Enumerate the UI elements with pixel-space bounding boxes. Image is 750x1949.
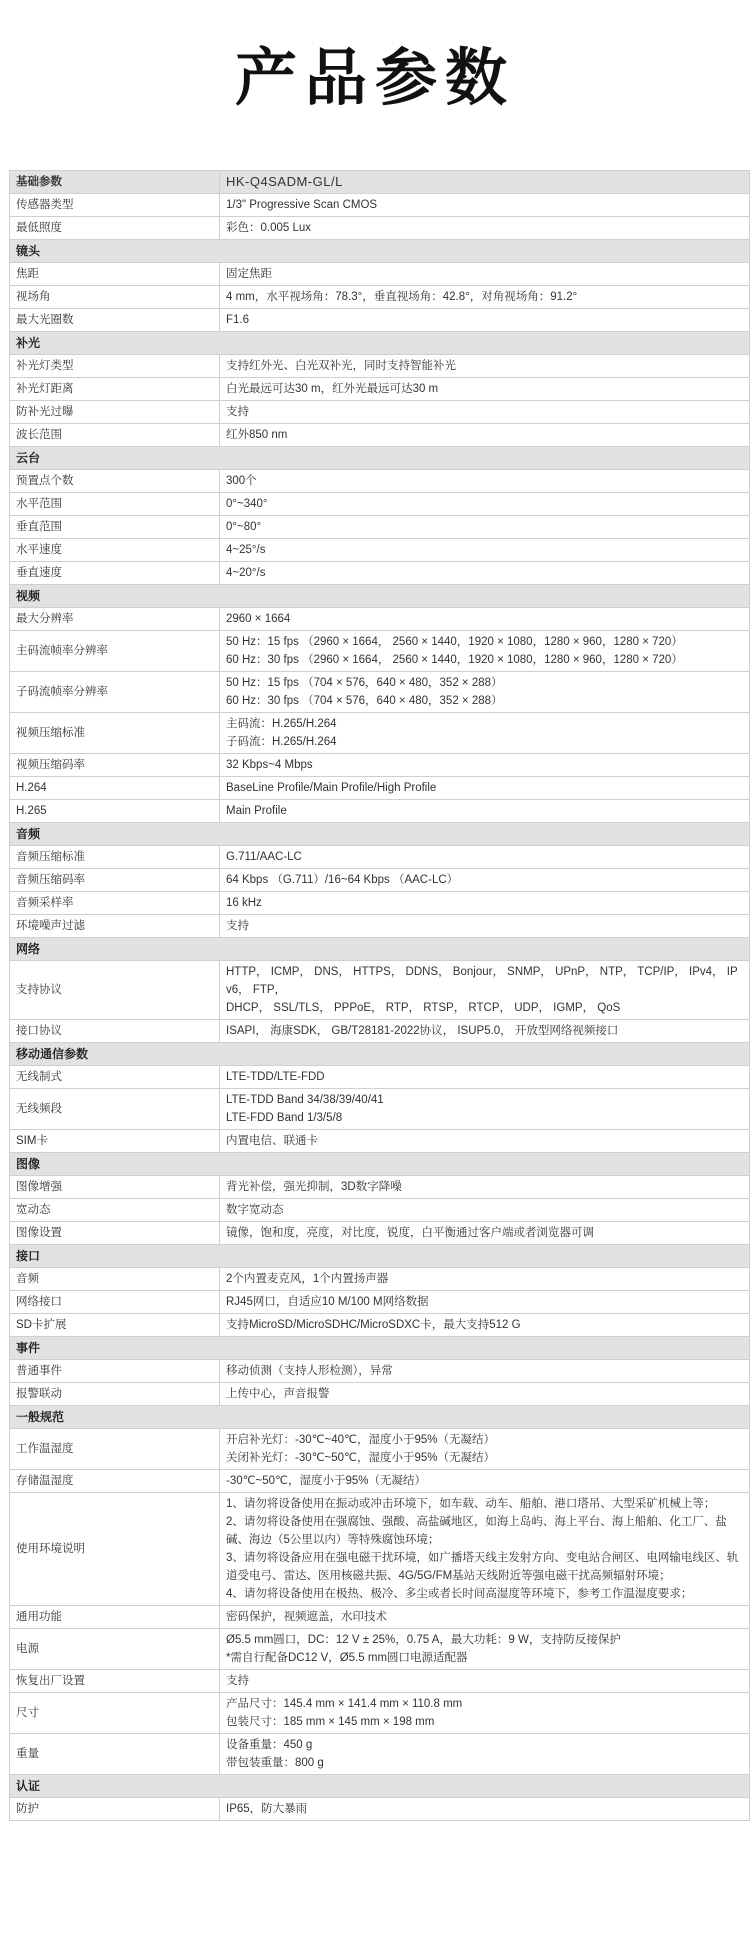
spec-value [220,263,750,286]
spec-value-line: LTE-FDD Band 1/3/5/8 [226,1112,343,1124]
spec-value-line: 上传中心，声音报警 [226,1388,330,1400]
section-header [10,585,750,608]
spec-row [10,1291,750,1314]
spec-row [10,309,750,332]
spec-row [10,800,750,823]
spec-label: 无线制式 [10,1066,220,1089]
spec-value [220,1606,750,1629]
spec-value [220,1429,750,1470]
spec-value-line: Ø5.5 mm圆口，DC：12 V ± 25%，0.75 A，最大功耗：9 W，支持防反接保护 [226,1634,621,1646]
spec-row [10,194,750,217]
spec-row [10,1066,750,1089]
spec-value [220,1383,750,1406]
section-header [10,1245,750,1268]
spec-row [10,217,750,240]
spec-label: SIM卡 [10,1130,220,1153]
section-title: 网络 [10,938,750,961]
spec-value-line: 带包装重量：800 g [226,1757,324,1769]
spec-label: 宽动态 [10,1199,220,1222]
spec-label: H.264 [10,777,220,800]
spec-value [220,1629,750,1670]
spec-label: 网络接口 [10,1291,220,1314]
spec-row [10,1798,750,1821]
spec-value-line: 4~20°/s [226,567,266,579]
spec-value [220,516,750,539]
section-title: 图像 [10,1153,750,1176]
spec-value [220,754,750,777]
section-header [10,1153,750,1176]
spec-row [10,961,750,1020]
spec-row [10,1693,750,1734]
spec-value-line: IP65，防大暴雨 [226,1803,308,1815]
spec-value-line: 支持MicroSD/MicroSDHC/MicroSDXC卡，最大支持512 G [226,1319,521,1331]
section-title: 云台 [10,447,750,470]
spec-row [10,1314,750,1337]
spec-value-line: ISAPI， 海康SDK， GB/T28181-2022协议， ISUP5.0， 开放型网络视频接口 [226,1025,619,1037]
spec-label: 存储温湿度 [10,1470,220,1493]
spec-label: 音频压缩标准 [10,846,220,869]
spec-label: 通用功能 [10,1606,220,1629]
spec-label: 水平范围 [10,493,220,516]
spec-value-line: 4、请勿将设备使用在极热、极冷、多尘或者长时间高湿度等环境下，参考工作温湿度要求； [226,1588,693,1600]
spec-value [220,1130,750,1153]
spec-value [220,424,750,447]
section-title: 移动通信参数 [10,1043,750,1066]
section-title: 视频 [10,585,750,608]
spec-value [220,401,750,424]
spec-label: 普通事件 [10,1360,220,1383]
spec-row [10,869,750,892]
spec-value-line: 2、请勿将设备使用在强腐蚀、强酸、高盐碱地区，如海上岛屿、海上平台、海上船舶、化工厂、盐碱、海边（5公里以内）等特殊腐蚀环境； [226,1516,727,1546]
spec-value [220,846,750,869]
spec-label: 最大光圈数 [10,309,220,332]
spec-value [220,1176,750,1199]
section-title: 一般规范 [10,1406,750,1429]
spec-row [10,1670,750,1693]
spec-value [220,915,750,938]
spec-row [10,1089,750,1130]
section-header [10,823,750,846]
spec-row [10,516,750,539]
spec-row [10,470,750,493]
spec-value-line: 4~25°/s [226,544,266,556]
spec-label: H.265 [10,800,220,823]
spec-value [220,286,750,309]
spec-row [10,539,750,562]
spec-value [220,493,750,516]
spec-value [220,631,750,672]
spec-row [10,608,750,631]
spec-table-body [10,171,750,1821]
spec-label: 音频 [10,1268,220,1291]
spec-value [220,1470,750,1493]
spec-value [220,1291,750,1314]
section-title: 接口 [10,1245,750,1268]
spec-value-line: -30℃~50℃，湿度小于95%（无凝结） [226,1475,426,1487]
spec-value [220,1693,750,1734]
spec-value-line: 2960 × 1664 [226,613,291,625]
spec-value-line: 红外850 nm [226,429,288,441]
spec-label: 接口协议 [10,1020,220,1043]
spec-value-line: 支持 [226,920,249,932]
spec-row [10,1429,750,1470]
spec-value [220,378,750,401]
spec-value-line: 密码保护，视频遮盖，水印技术 [226,1611,387,1623]
spec-label: 支持协议 [10,961,220,1020]
spec-value [220,1493,750,1606]
section-title: 镜头 [10,240,750,263]
spec-value-line: 0°~340° [226,498,268,510]
spec-value-line: 1、请勿将设备使用在振动或冲击环境下，如车载、动车、船舶、港口塔吊、大型采矿机械上等； [226,1498,716,1510]
spec-value-line: BaseLine Profile/Main Profile/High Profile [226,782,437,794]
spec-row [10,355,750,378]
spec-row [10,263,750,286]
spec-value-line: 支持 [226,1675,249,1687]
spec-value-line: 主码流：H.265/H.264 [226,718,337,730]
page-title: 产品参数 [234,41,515,114]
spec-value-line: 产品尺寸：145.4 mm × 141.4 mm × 110.8 mm [226,1698,463,1710]
spec-label: 波长范围 [10,424,220,447]
spec-value-line: 300个 [226,475,257,487]
spec-value-line: 16 kHz [226,897,262,909]
spec-value [220,470,750,493]
spec-row [10,1734,750,1775]
spec-row [10,493,750,516]
spec-label: 传感器类型 [10,194,220,217]
spec-value-line: 50 Hz：15 fps （2960 × 1664， 2560 × 1440，1920 × 1080，1280 × 960，1280 × 720） [226,636,683,648]
spec-label: 工作温湿度 [10,1429,220,1470]
spec-value-line: 32 Kbps~4 Mbps [226,759,313,771]
spec-value [220,800,750,823]
spec-value [220,1670,750,1693]
spec-value-line: 50 Hz：15 fps （704 × 576，640 × 480，352 × 288） [226,677,503,689]
spec-row [10,1383,750,1406]
spec-label: 子码流帧率分辨率 [10,672,220,713]
spec-value [220,309,750,332]
spec-label: 最低照度 [10,217,220,240]
spec-row [10,892,750,915]
spec-value-line: 移动侦测（支持人形检测），异常 [226,1365,393,1377]
spec-row [10,1130,750,1153]
spec-label: 视频压缩码率 [10,754,220,777]
spec-value-line: RJ45网口，自适应10 M/100 M网络数据 [226,1296,429,1308]
header-label: 基础参数 [10,171,220,194]
spec-value-line: G.711/AAC-LC [226,851,302,863]
spec-row [10,1268,750,1291]
section-header [10,1337,750,1360]
spec-value-line: 固定焦距 [226,268,272,280]
spec-value [220,869,750,892]
spec-value-line: 支持红外光、白光双补光，同时支持智能补光 [226,360,456,372]
spec-row [10,1199,750,1222]
spec-value [220,1314,750,1337]
spec-label: 水平速度 [10,539,220,562]
spec-row [10,1606,750,1629]
spec-value [220,539,750,562]
spec-label: 报警联动 [10,1383,220,1406]
spec-value-line: 0°~80° [226,521,262,533]
spec-value [220,562,750,585]
section-title: 补光 [10,332,750,355]
spec-value-line: 1/3" Progressive Scan CMOS [226,199,378,211]
spec-row [10,1020,750,1043]
spec-label: 音频采样率 [10,892,220,915]
spec-label: 尺寸 [10,1693,220,1734]
spec-value [220,1066,750,1089]
spec-row [10,562,750,585]
spec-row [10,378,750,401]
spec-value-line: 设备重量：450 g [226,1739,313,1751]
spec-value-line: 子码流：H.265/H.264 [226,736,337,748]
spec-value-line: 64 Kbps （G.711）/16~64 Kbps （AAC-LC） [226,874,459,886]
section-title: 音频 [10,823,750,846]
spec-value-line: 背光补偿，强光抑制，3D数字降噪 [226,1181,402,1193]
spec-row [10,631,750,672]
spec-label: 环境噪声过滤 [10,915,220,938]
spec-value [220,1734,750,1775]
section-title: 事件 [10,1337,750,1360]
spec-value-line: 包装尺寸：185 mm × 145 mm × 198 mm [226,1716,435,1728]
spec-value [220,713,750,754]
spec-value [220,1360,750,1383]
spec-value [220,217,750,240]
spec-row [10,713,750,754]
spec-label: 补光灯距离 [10,378,220,401]
spec-label: 防补光过曝 [10,401,220,424]
section-header [10,240,750,263]
spec-value-line: Main Profile [226,805,287,817]
spec-label: 垂直范围 [10,516,220,539]
spec-value-line: HTTP， ICMP， DNS， HTTPS， DDNS， Bonjour， SNMP， UPnP， NTP， TCP/IP， IPv4， IPv6， FTP， [226,966,738,996]
spec-value [220,1222,750,1245]
section-header [10,1775,750,1798]
spec-label: SD卡扩展 [10,1314,220,1337]
spec-label: 电源 [10,1629,220,1670]
spec-row [10,1360,750,1383]
spec-row [10,672,750,713]
spec-row [10,1629,750,1670]
spec-row [10,915,750,938]
spec-value-line: 白光最远可达30 m，红外光最远可达30 m [226,383,439,395]
spec-value [220,1199,750,1222]
spec-value [220,777,750,800]
spec-row [10,1493,750,1606]
section-header [10,1043,750,1066]
section-header [10,447,750,470]
spec-label: 垂直速度 [10,562,220,585]
spec-row [10,754,750,777]
section-title: 认证 [10,1775,750,1798]
spec-value [220,672,750,713]
spec-label: 使用环境说明 [10,1493,220,1606]
spec-value-line: 4 mm，水平视场角：78.3°，垂直视场角：42.8°，对角视场角：91.2° [226,291,578,303]
model-header-row [10,171,750,194]
spec-label: 主码流帧率分辨率 [10,631,220,672]
spec-value-line: 镜像，饱和度，亮度，对比度，锐度，白平衡通过客户端或者浏览器可调 [226,1227,594,1239]
spec-label: 音频压缩码率 [10,869,220,892]
spec-row [10,286,750,309]
spec-value [220,608,750,631]
spec-value [220,355,750,378]
spec-value-line: *需自行配备DC12 V，Ø5.5 mm圆口电源适配器 [226,1652,468,1664]
spec-row [10,1470,750,1493]
spec-value [220,1089,750,1130]
spec-label: 重量 [10,1734,220,1775]
spec-row [10,401,750,424]
spec-value-line: LTE-TDD/LTE-FDD [226,1071,325,1083]
spec-value [220,892,750,915]
spec-value [220,194,750,217]
spec-value-line: 数字宽动态 [226,1204,284,1216]
spec-label: 图像设置 [10,1222,220,1245]
spec-value-line: 3、请勿将设备应用在强电磁干扰环境，如广播塔天线主发射方向、变电站合闸区、电网输电线区、轨道受电弓、雷达、医用核磁共振、4G/5G/FM基站天线附近等强电磁干扰高频辐射环境； [226,1552,739,1582]
spec-value-line: 内置电信、联通卡 [226,1135,318,1147]
section-header [10,938,750,961]
model-number: HK-Q4SADM-GL/L [220,171,750,194]
spec-label: 防护 [10,1798,220,1821]
spec-label: 预置点个数 [10,470,220,493]
spec-label: 补光灯类型 [10,355,220,378]
spec-label: 恢复出厂设置 [10,1670,220,1693]
spec-value [220,961,750,1020]
spec-label: 视场角 [10,286,220,309]
spec-label: 无线频段 [10,1089,220,1130]
spec-value-line: F1.6 [226,314,250,326]
spec-row [10,1176,750,1199]
spec-row [10,424,750,447]
spec-row [10,1222,750,1245]
spec-value-line: 60 Hz：30 fps （2960 × 1664， 2560 × 1440，1920 × 1080，1280 × 960，1280 × 720） [226,654,683,666]
spec-value [220,1020,750,1043]
section-header [10,1406,750,1429]
spec-row [10,777,750,800]
spec-label: 视频压缩标准 [10,713,220,754]
spec-label: 最大分辨率 [10,608,220,631]
spec-value-line: 支持 [226,406,249,418]
spec-value [220,1798,750,1821]
spec-value-line: 彩色：0.005 Lux [226,222,312,234]
spec-value-line: 开启补光灯：-30℃~40℃，湿度小于95%（无凝结） [226,1434,495,1446]
section-header [10,332,750,355]
spec-value-line: 60 Hz：30 fps （704 × 576，640 × 480，352 × 288） [226,695,503,707]
spec-value-line: DHCP， SSL/TLS， PPPoE， RTP， RTSP， RTCP， UDP， IGMP， QoS [226,1002,621,1014]
spec-value-line: LTE-TDD Band 34/38/39/40/41 [226,1094,384,1106]
spec-value [220,1268,750,1291]
spec-row [10,846,750,869]
spec-label: 图像增强 [10,1176,220,1199]
spec-value-line: 2个内置麦克风，1个内置扬声器 [226,1273,389,1285]
spec-label: 焦距 [10,263,220,286]
spec-table [9,170,750,1821]
spec-value-line: 关闭补光灯：-30℃~50℃，湿度小于95%（无凝结） [226,1452,495,1464]
